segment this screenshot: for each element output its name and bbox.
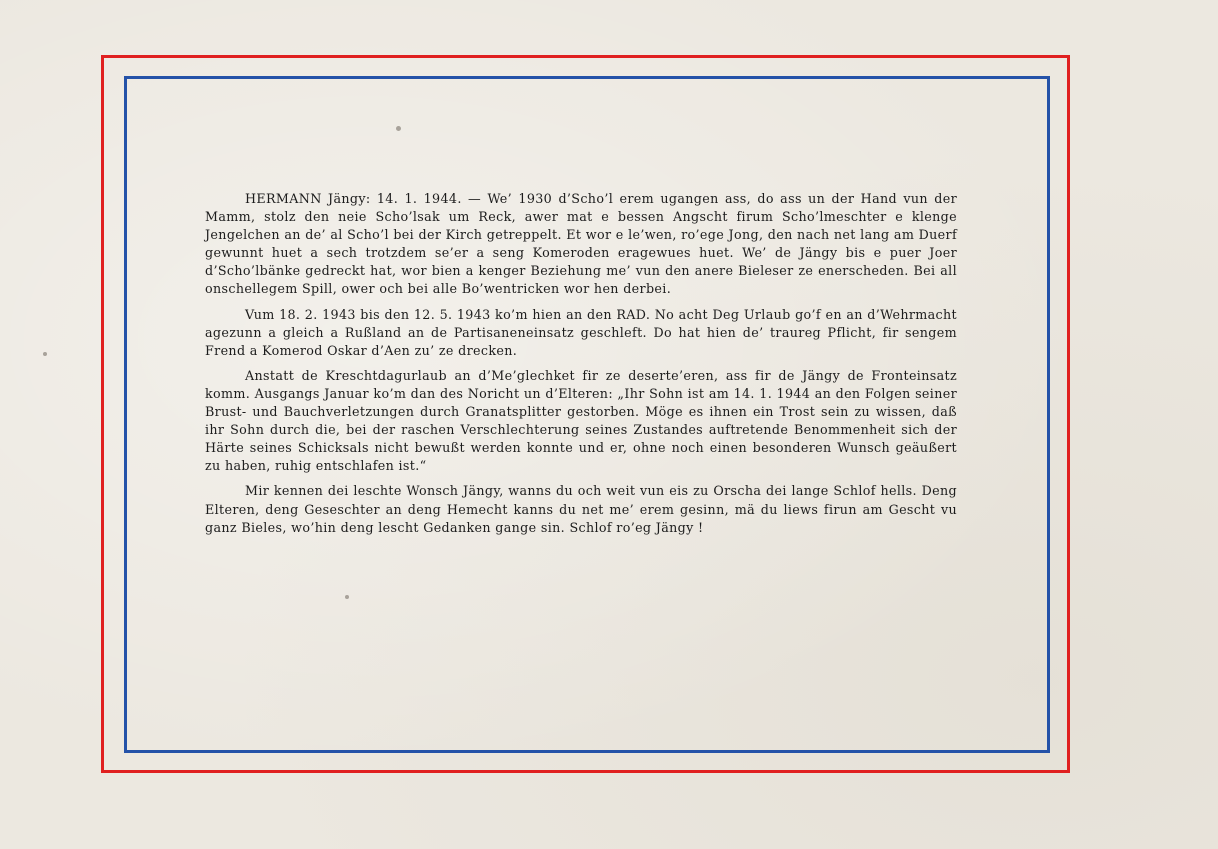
paper-speck: [43, 352, 47, 356]
paper-speck: [345, 595, 349, 599]
paragraph-2: Vum 18. 2. 1943 bis den 12. 5. 1943 ko’m hien an den RAD. No acht Deg Urlaub go’f en an d’Wehrmacht agezunn a gleich a Rußland an de Partisaneneinsatz geschleft. Do hat hien de’ traureg Pflicht, fir sengem Frend a Komerod Oskar d’Aen zu’ ze drecken.: [205, 306, 957, 358]
paragraph-3: Anstatt de Kreschtdagurlaub an d’Me’glechket fir ze deserte’eren, ass fir de Jängy de Fronteinsatz komm. Ausgangs Januar ko’m dan des Noricht un d’Elteren: „Ihr Sohn ist am 14. 1. 1944 an den Folgen seiner Brust- und Bauchverletzungen durch Granatsplitter gestorben. Möge es ihnen ein Trost sein zu wissen, daß ihr Sohn durch die, bei der raschen Verschlechterung seines Zustandes auftretende Benommenheit sich der Härte seines Schicksals nicht bewußt werden konnte und er, ohne noch einen besonderen Wunsch geäußert zu haben, ruhig entschlafen ist.“: [205, 367, 957, 474]
paragraph-1: HERMANN Jängy: 14. 1. 1944. — We’ 1930 d’Scho’l erem ugangen ass, do ass un der Hand vun der Mamm, stolz den neie Scho’lsak um Reck, awer mat e bessen Angscht firum Scho’lmeschter e klenge Jengelchen an de’ al Scho’l bei der Kirch getreppelt. Et wor e le’wen, ro’ege Jong, den nach net lang am Duerf gewunnt huet a sech trotzdem se’er a seng Komeroden eragewues huet. We’ de Jängy bis e puer Joer d’Scho’lbänke gedreckt hat, wor bien a kenger Beziehung me’ vun den anere Bieleser ze enerscheden. Bei all onschellegem Spill, ower och bei alle Bo’wentricken wor hen derbei.: [205, 191, 957, 297]
memorial-text: [205, 190, 957, 537]
paragraph-4: Mir kennen dei leschte Wonsch Jängy, wanns du och weit vun eis zu Orscha dei lange Schlof hells. Deng Elteren, deng Geseschter an deng Hemecht kanns du net me’ erem gesinn, mä du liews firun am Gescht vu ganz Bieles, wo’hin deng lescht Gedanken gange sin. Schlof ro’eg Jängy !: [205, 483, 957, 535]
paper-speck: [396, 126, 401, 131]
